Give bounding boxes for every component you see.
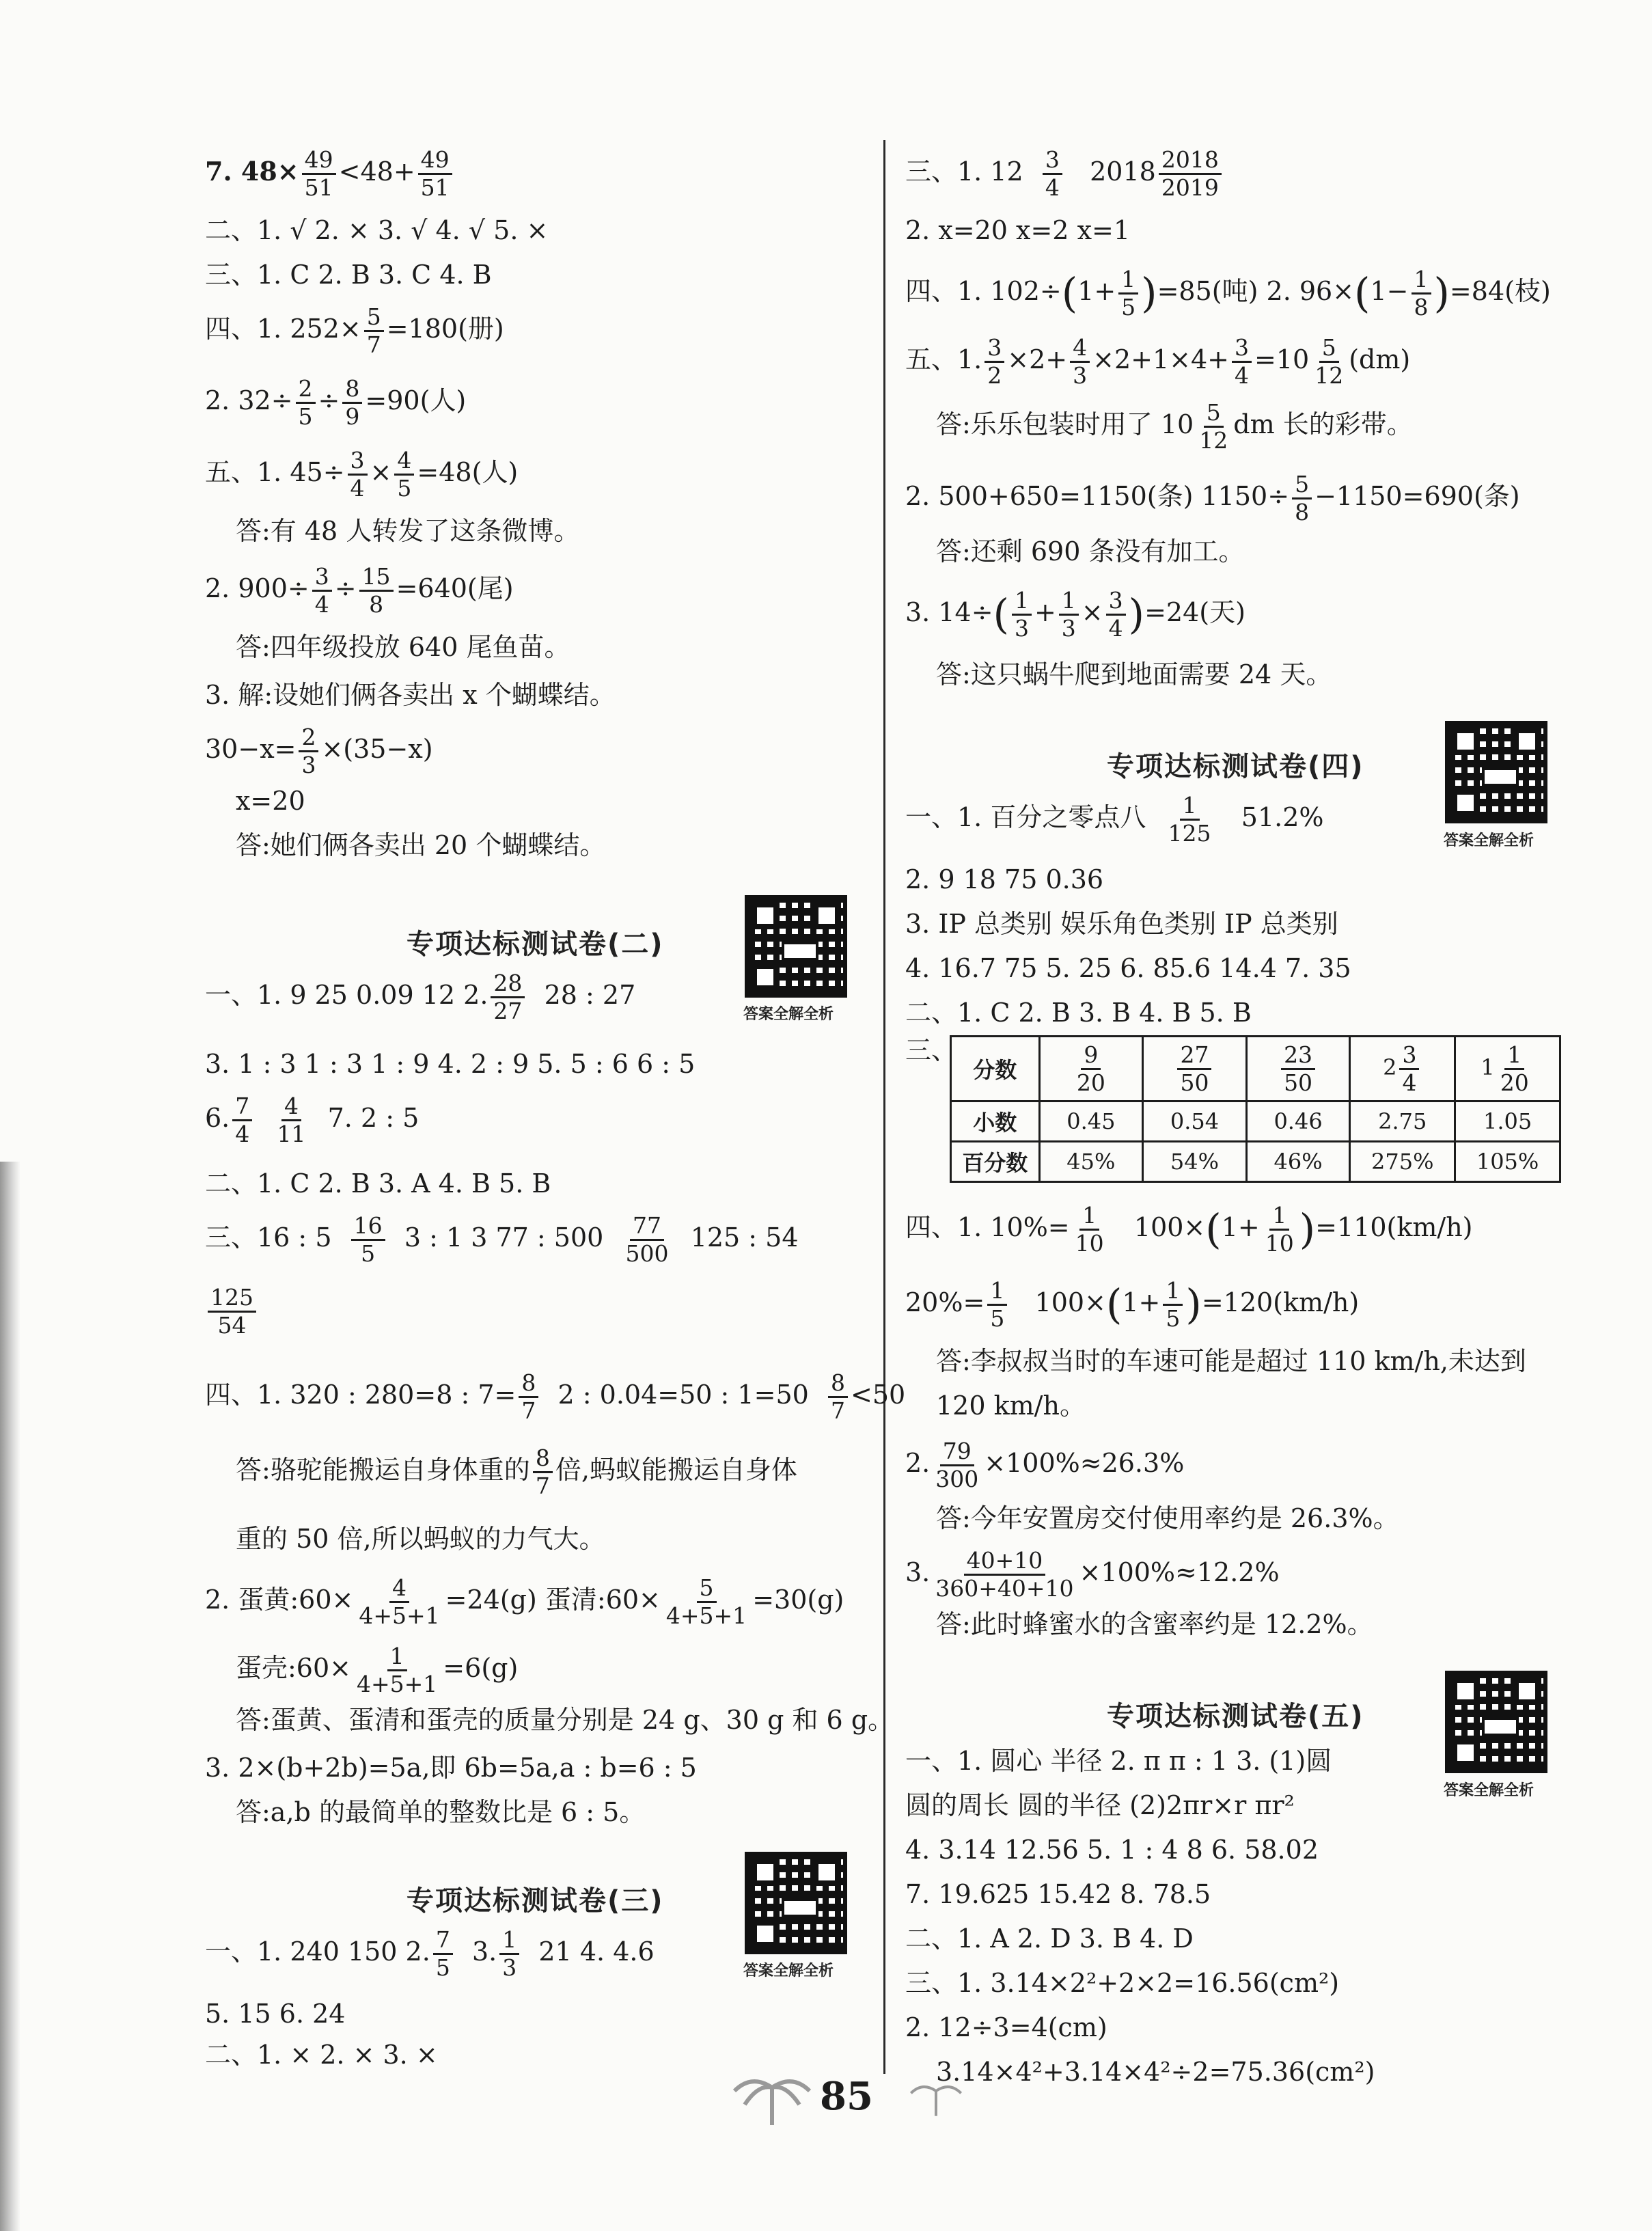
answer-line: 答:还剩 690 条没有加工。 [936, 536, 1245, 566]
answer-line: 二、1. A 2. D 3. B 4. D [905, 1924, 1194, 1954]
table-cell: 1 $\frac{1}{20}$ [1455, 1037, 1560, 1101]
page-number: 85 [820, 2074, 873, 2119]
answer-line: 3. 2×(b+2b)=5a,即 6b=5a,a : b=6 : 5 [205, 1753, 697, 1783]
answer-line: 6. $\frac{7}{4}$ $\frac{4}{11}$ 7. 2 : 5 [205, 1093, 419, 1147]
qr-code-icon[interactable] [745, 895, 847, 998]
answer-line: 7. 19.625 15.42 8. 78.5 [905, 1879, 1211, 1909]
answer-line: 3. 14÷( $\frac{1}{3}$ + $\frac{1}{3}$ × $\frac{3}{4}$ )=24(天) [905, 587, 1245, 642]
answer-line: 圆的周长 圆的半径 (2)2πr×r πr² [905, 1790, 1295, 1820]
answer-line: 4. 3.14 12.56 5. 1 : 4 8 6. 58.02 [905, 1835, 1319, 1865]
answer-line: 3.14×4²+3.14×4²÷2=75.36(cm²) [936, 2057, 1375, 2087]
answer-line: 答:有 48 人转发了这条微博。 [236, 516, 580, 546]
answer-line: 二、1. × 2. × 3. × [205, 2040, 438, 2070]
table-cell: 2.75 [1350, 1101, 1455, 1142]
answer-line: 四、1. 102÷(1+ $\frac{1}{5}$ )=85(吨) 2. 96×(1− $\frac{1}{8}$ )=84(枝) [905, 266, 1551, 320]
answer-line: 2. 9 18 75 0.36 [905, 864, 1104, 894]
qr-code-icon[interactable] [1445, 1671, 1547, 1773]
answer-line: 答:四年级投放 640 尾鱼苗。 [236, 632, 570, 662]
answer-line: 答:此时蜂蜜水的含蜜率约是 12.2%。 [936, 1609, 1373, 1639]
table-cell: $\frac{9}{20}$ [1039, 1037, 1143, 1101]
answer-line: 2. $\frac{79}{300}$ ×100%≈26.3% [905, 1438, 1185, 1492]
answer-line: 答:骆驼能搬运自身体重的 $\frac{8}{7}$ 倍,蚂蚁能搬运自身体 [236, 1445, 797, 1499]
answer-line: 4. 16.7 75 5. 25 6. 85.6 14.4 7. 35 [905, 953, 1351, 983]
answer-line: x=20 [236, 786, 305, 816]
answer-line: 三、 [905, 1035, 958, 1065]
answer-line: 一、1. 圆心 半径 2. π π : 1 3. (1)圆 [905, 1746, 1332, 1776]
answer-line: 答:这只蜗牛爬到地面需要 24 天。 [936, 659, 1332, 689]
table-cell: 275% [1350, 1142, 1455, 1182]
answer-line: 答:蛋黄、蛋清和蛋壳的质量分别是 24 g、30 g 和 6 g。 [236, 1705, 894, 1735]
answer-line: 7. 48× $\frac{49}{51}$ <48+ $\frac{49}{51}$ [205, 147, 455, 201]
section-title: 专项达标测试卷(五) [1107, 1701, 1364, 1732]
table-cell: 45% [1039, 1142, 1143, 1182]
answer-line: 3. IP 总类别 娱乐角色类别 IP 总类别 [905, 909, 1338, 939]
answer-line: 2. x=20 x=2 x=1 [905, 215, 1131, 245]
answer-line: 三、1. C 2. B 3. C 4. B [205, 260, 492, 290]
table-cell: 54% [1143, 1142, 1247, 1182]
answer-line: 五、1. $\frac{3}{2}$ ×2+ $\frac{4}{3}$ ×2+1×4+ $\frac{3}{4}$ =10 $\frac{5}{12}$ (dm) [905, 334, 1411, 389]
table-cell: $\frac{23}{50}$ [1246, 1037, 1350, 1101]
answer-line: 2. 蛋黄:60× $\frac{4}{4+5+1}$ =24(g) 蛋清:60× $\frac{5}{4+5+1}$ =30(g) [205, 1574, 844, 1629]
answer-line: 五、1. 45÷ $\frac{3}{4}$ × $\frac{4}{5}$ =48(人) [205, 447, 519, 502]
table-cell: 105% [1455, 1142, 1560, 1182]
answer-line: 3. 解:设她们俩各卖出 x 个蝴蝶结。 [205, 680, 616, 710]
qr-label: 答案全解全析 [743, 1006, 834, 1023]
answer-line: 5. 15 6. 24 [205, 1999, 346, 2029]
table-cell: 46% [1246, 1142, 1350, 1182]
answer-line: 2. 500+650=1150(条) 1150÷ $\frac{5}{8}$ −1150=690(条) [905, 471, 1520, 525]
answer-line: 120 km/h。 [936, 1391, 1086, 1421]
answer-line: 一、1. 百分之零点八 $\frac{1}{125}$ 51.2% [905, 792, 1324, 847]
table-cell: 0.46 [1246, 1101, 1350, 1142]
qr-code-icon[interactable] [745, 1852, 847, 1954]
answer-line: 四、1. 252× $\frac{5}{7}$ =180(册) [205, 303, 504, 358]
answer-line: 二、1. C 2. B 3. A 4. B 5. B [205, 1168, 551, 1199]
answer-line: 30−x= $\frac{2}{3}$ ×(35−x) [205, 724, 433, 778]
table-row [951, 1142, 1560, 1182]
answer-line: 二、1. C 2. B 3. B 4. B 5. B [905, 998, 1252, 1028]
answer-line: 二、1. √ 2. × 3. √ 4. √ 5. × [205, 215, 549, 245]
answer-line: 一、1. 9 25 0.09 12 2. $\frac{28}{27}$ 28 : 27 [205, 970, 636, 1024]
palm-tree-icon [909, 2070, 963, 2125]
answer-line: 3. 1 : 3 1 : 3 1 : 9 4. 2 : 9 5. 5 : 6 6 : 5 [205, 1049, 696, 1079]
qr-label: 答案全解全析 [1444, 832, 1534, 849]
answer-line: 2. 32÷ $\frac{2}{5}$ ÷ $\frac{8}{9}$ =90(人) [205, 375, 467, 430]
answer-line: 20%= $\frac{1}{5}$ 100×(1+ $\frac{1}{5}$ )=120(km/h) [905, 1277, 1360, 1332]
section-title: 专项达标测试卷(三) [407, 1885, 664, 1917]
qr-code-icon[interactable] [1445, 721, 1547, 823]
answer-line: 答:她们俩各卖出 20 个蝴蝶结。 [236, 830, 606, 860]
answer-line: 一、1. 240 150 2. $\frac{7}{5}$ 3. $\frac{1}{3}$ 21 4. 4.6 [205, 1926, 655, 1981]
answer-line: 答:乐乐包装时用了 10 $\frac{5}{12}$ dm 长的彩带。 [936, 399, 1413, 454]
answer-line: 2. 900÷ $\frac{3}{4}$ ÷ $\frac{15}{8}$ =640(尾) [205, 563, 514, 618]
answer-line: 重的 50 倍,所以蚂蚁的力气大。 [236, 1524, 605, 1554]
table-cell: 0.45 [1039, 1101, 1143, 1142]
table-cell: $\frac{27}{50}$ [1143, 1037, 1247, 1101]
table-header: 小数 [951, 1101, 1040, 1142]
table-row [951, 1037, 1560, 1101]
qr-label: 答案全解全析 [743, 1962, 834, 1980]
qr-label: 答案全解全析 [1444, 1782, 1534, 1799]
answer-line: 答:a,b 的最简单的整数比是 6 : 5。 [236, 1797, 646, 1827]
answer-line: 蛋壳:60× $\frac{1}{4+5+1}$ =6(g) [236, 1643, 519, 1697]
answer-line: 三、16 : 5 $\frac{16}{5}$ 3 : 1 3 77 : 500 $\frac{77}{500}$ 125 : 54 [205, 1212, 799, 1267]
answer-line: 四、1. 10%= $\frac{1}{10}$ 100×(1+ $\frac{1}{10}$ )=110(km/h) [905, 1202, 1473, 1257]
answer-line: 四、1. 320 : 280=8 : 7= $\frac{8}{7}$ 2 : 0.04=50 : 1=50 $\frac{8}{7}$ <50 [205, 1369, 906, 1424]
answer-line: $\frac{125}{54}$ [205, 1285, 259, 1339]
answer-line: 3. $\frac{40+10}{360+40+10}$ ×100%≈12.2% [905, 1547, 1280, 1602]
table-header: 分数 [951, 1037, 1040, 1101]
conversion-table [950, 1035, 1561, 1183]
page-edge-shadow [0, 1162, 20, 2231]
answer-line: 答:今年安置房交付使用率约是 26.3%。 [936, 1503, 1399, 1533]
table-cell: 0.54 [1143, 1101, 1247, 1142]
answer-line: 三、1. 3.14×2²+2×2=16.56(cm²) [905, 1968, 1340, 1998]
palm-tree-icon [731, 2070, 813, 2125]
answer-line: 答:李叔叔当时的车速可能是超过 110 km/h,未达到 [936, 1346, 1526, 1376]
table-cell: 1.05 [1455, 1101, 1560, 1142]
table-header: 百分数 [951, 1142, 1040, 1182]
section-title: 专项达标测试卷(四) [1107, 751, 1364, 782]
answer-line: 三、1. 12 $\frac{3}{4}$ 2018 $\frac{2018}{2019}$ [905, 147, 1224, 201]
column-divider [883, 140, 885, 2074]
table-cell: 2 $\frac{3}{4}$ [1350, 1037, 1455, 1101]
answer-line: 2. 12÷3=4(cm) [905, 2012, 1107, 2042]
table-row [951, 1101, 1560, 1142]
section-title: 专项达标测试卷(二) [407, 929, 664, 960]
